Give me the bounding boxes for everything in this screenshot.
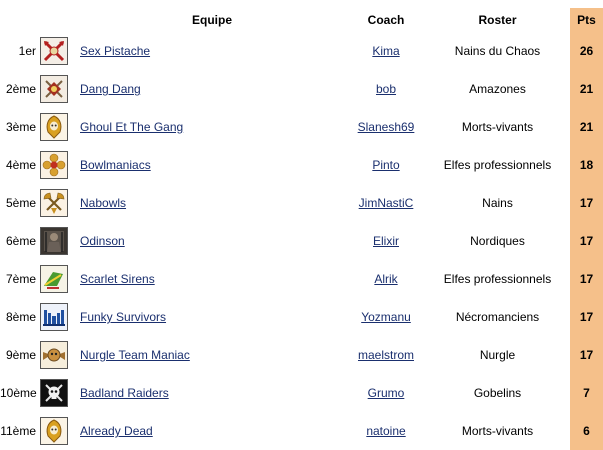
rank-cell: 1er <box>18 44 36 58</box>
warrior-portrait-icon <box>40 227 68 255</box>
coach-link[interactable]: Grumo <box>367 386 405 400</box>
team-cell <box>77 108 347 146</box>
points-cell: 18 <box>570 146 603 184</box>
team-link[interactable]: Badland Raiders <box>80 386 169 400</box>
coach-link[interactable]: maelstrom <box>357 348 414 362</box>
team-link[interactable]: Already Dead <box>80 424 153 438</box>
logo-header <box>40 8 77 32</box>
logo-cell <box>40 336 77 374</box>
coach-link[interactable]: JimNastiC <box>358 196 414 210</box>
rank-cell: 8ème <box>5 310 36 324</box>
coach-cell <box>347 298 425 336</box>
coach-cell <box>347 336 425 374</box>
coach-cell <box>347 108 425 146</box>
table-row <box>0 260 603 298</box>
coach-cell <box>347 412 425 450</box>
rank-cell: 10ème <box>0 386 37 400</box>
team-link[interactable]: Funky Survivors <box>80 310 167 324</box>
team-link[interactable]: Odinson <box>80 234 125 248</box>
coach-link[interactable]: Kima <box>372 44 400 58</box>
logo-cell <box>40 108 77 146</box>
team-cell <box>77 184 347 222</box>
roster-cell: Nains du Chaos <box>454 44 541 58</box>
team-link[interactable]: Dang Dang <box>80 82 141 96</box>
coach-link[interactable]: Alrik <box>374 272 398 286</box>
table-row <box>0 108 603 146</box>
logo-cell <box>40 298 77 336</box>
pirate-skull-icon <box>40 379 68 407</box>
coach-cell <box>347 374 425 412</box>
coach-cell <box>347 70 425 108</box>
team-link[interactable]: Nurgle Team Maniac <box>80 348 190 362</box>
roster-cell: Nurgle <box>479 348 516 362</box>
skull-shield-icon <box>40 417 68 445</box>
green-banner-icon <box>40 265 68 293</box>
logo-cell <box>40 70 77 108</box>
points-cell: 26 <box>570 32 603 70</box>
coach-header: Coach <box>367 13 405 27</box>
table-row <box>0 32 603 70</box>
blue-hands-icon <box>40 303 68 331</box>
winged-skull-icon <box>40 341 68 369</box>
coach-cell <box>347 32 425 70</box>
coach-link[interactable]: bob <box>375 82 397 96</box>
coach-link[interactable]: Pinto <box>372 158 400 172</box>
points-cell: 6 <box>570 412 603 450</box>
roster-cell: Nains <box>482 196 513 210</box>
rank-cell: 4ème <box>5 158 36 172</box>
logo-cell <box>40 184 77 222</box>
team-link[interactable]: Sex Pistache <box>80 44 151 58</box>
roster-cell: Elfes professionnels <box>443 272 552 286</box>
points-cell: 17 <box>570 260 603 298</box>
team-link[interactable]: Ghoul Et The Gang <box>80 120 184 134</box>
rank-cell: 9ème <box>5 348 36 362</box>
team-cell <box>77 260 347 298</box>
rank-cell: 6ème <box>5 234 36 248</box>
axes-crossed-icon <box>40 37 68 65</box>
table-row <box>0 336 603 374</box>
coach-cell <box>347 184 425 222</box>
rank-header <box>0 8 40 32</box>
roster-header: Roster <box>478 13 517 27</box>
points-cell: 21 <box>570 70 603 108</box>
team-cell <box>77 298 347 336</box>
coach-cell <box>347 222 425 260</box>
ranking-table <box>0 8 603 450</box>
team-link[interactable]: Scarlet Sirens <box>80 272 155 286</box>
table-row <box>0 146 603 184</box>
table-row <box>0 70 603 108</box>
rank-cell: 11ème <box>0 424 36 438</box>
logo-cell <box>40 260 77 298</box>
points-cell: 21 <box>570 108 603 146</box>
roster-cell: Morts-vivants <box>461 120 534 134</box>
logo-cell <box>40 32 77 70</box>
roster-cell: Nécromanciens <box>455 310 540 324</box>
logo-cell <box>40 374 77 412</box>
coach-cell <box>347 146 425 184</box>
team-link[interactable]: Nabowls <box>80 196 127 210</box>
skull-shield-icon <box>40 113 68 141</box>
coach-link[interactable]: Slanesh69 <box>357 120 415 134</box>
table-row <box>0 222 603 260</box>
points-cell: 17 <box>570 222 603 260</box>
coach-link[interactable]: Yozmanu <box>361 310 411 324</box>
roster-cell: Elfes professionnels <box>443 158 552 172</box>
table-row <box>0 298 603 336</box>
points-cell: 7 <box>570 374 603 412</box>
rank-cell: 3ème <box>5 120 36 134</box>
table-row <box>0 412 603 450</box>
logo-cell <box>40 146 77 184</box>
team-cell <box>77 412 347 450</box>
team-cell <box>77 146 347 184</box>
header-row <box>0 8 603 32</box>
rank-cell: 2ème <box>5 82 36 96</box>
team-cell <box>77 70 347 108</box>
roster-cell: Amazones <box>469 82 526 96</box>
table-row <box>0 374 603 412</box>
coach-link[interactable]: Elixir <box>373 234 399 248</box>
points-header: Pts <box>570 8 603 32</box>
gold-flower-icon <box>40 151 68 179</box>
team-header: Equipe <box>191 13 232 27</box>
points-cell: 17 <box>570 184 603 222</box>
points-cell: 17 <box>570 298 603 336</box>
team-cell <box>77 222 347 260</box>
coach-link[interactable]: natoine <box>366 424 406 438</box>
rank-cell: 5ème <box>5 196 36 210</box>
roster-cell: Morts-vivants <box>461 424 534 438</box>
points-cell: 17 <box>570 336 603 374</box>
table-row <box>0 184 603 222</box>
roster-cell: Nordiques <box>470 234 525 248</box>
roster-cell: Gobelins <box>473 386 522 400</box>
team-link[interactable]: Bowlmaniacs <box>80 158 151 172</box>
logo-cell <box>40 222 77 260</box>
gold-axes-icon <box>40 189 68 217</box>
team-cell <box>77 374 347 412</box>
crossed-spears-icon <box>40 75 68 103</box>
team-cell <box>77 32 347 70</box>
logo-cell <box>40 412 77 450</box>
coach-cell <box>347 260 425 298</box>
rank-cell: 7ème <box>5 272 36 286</box>
team-cell <box>77 336 347 374</box>
